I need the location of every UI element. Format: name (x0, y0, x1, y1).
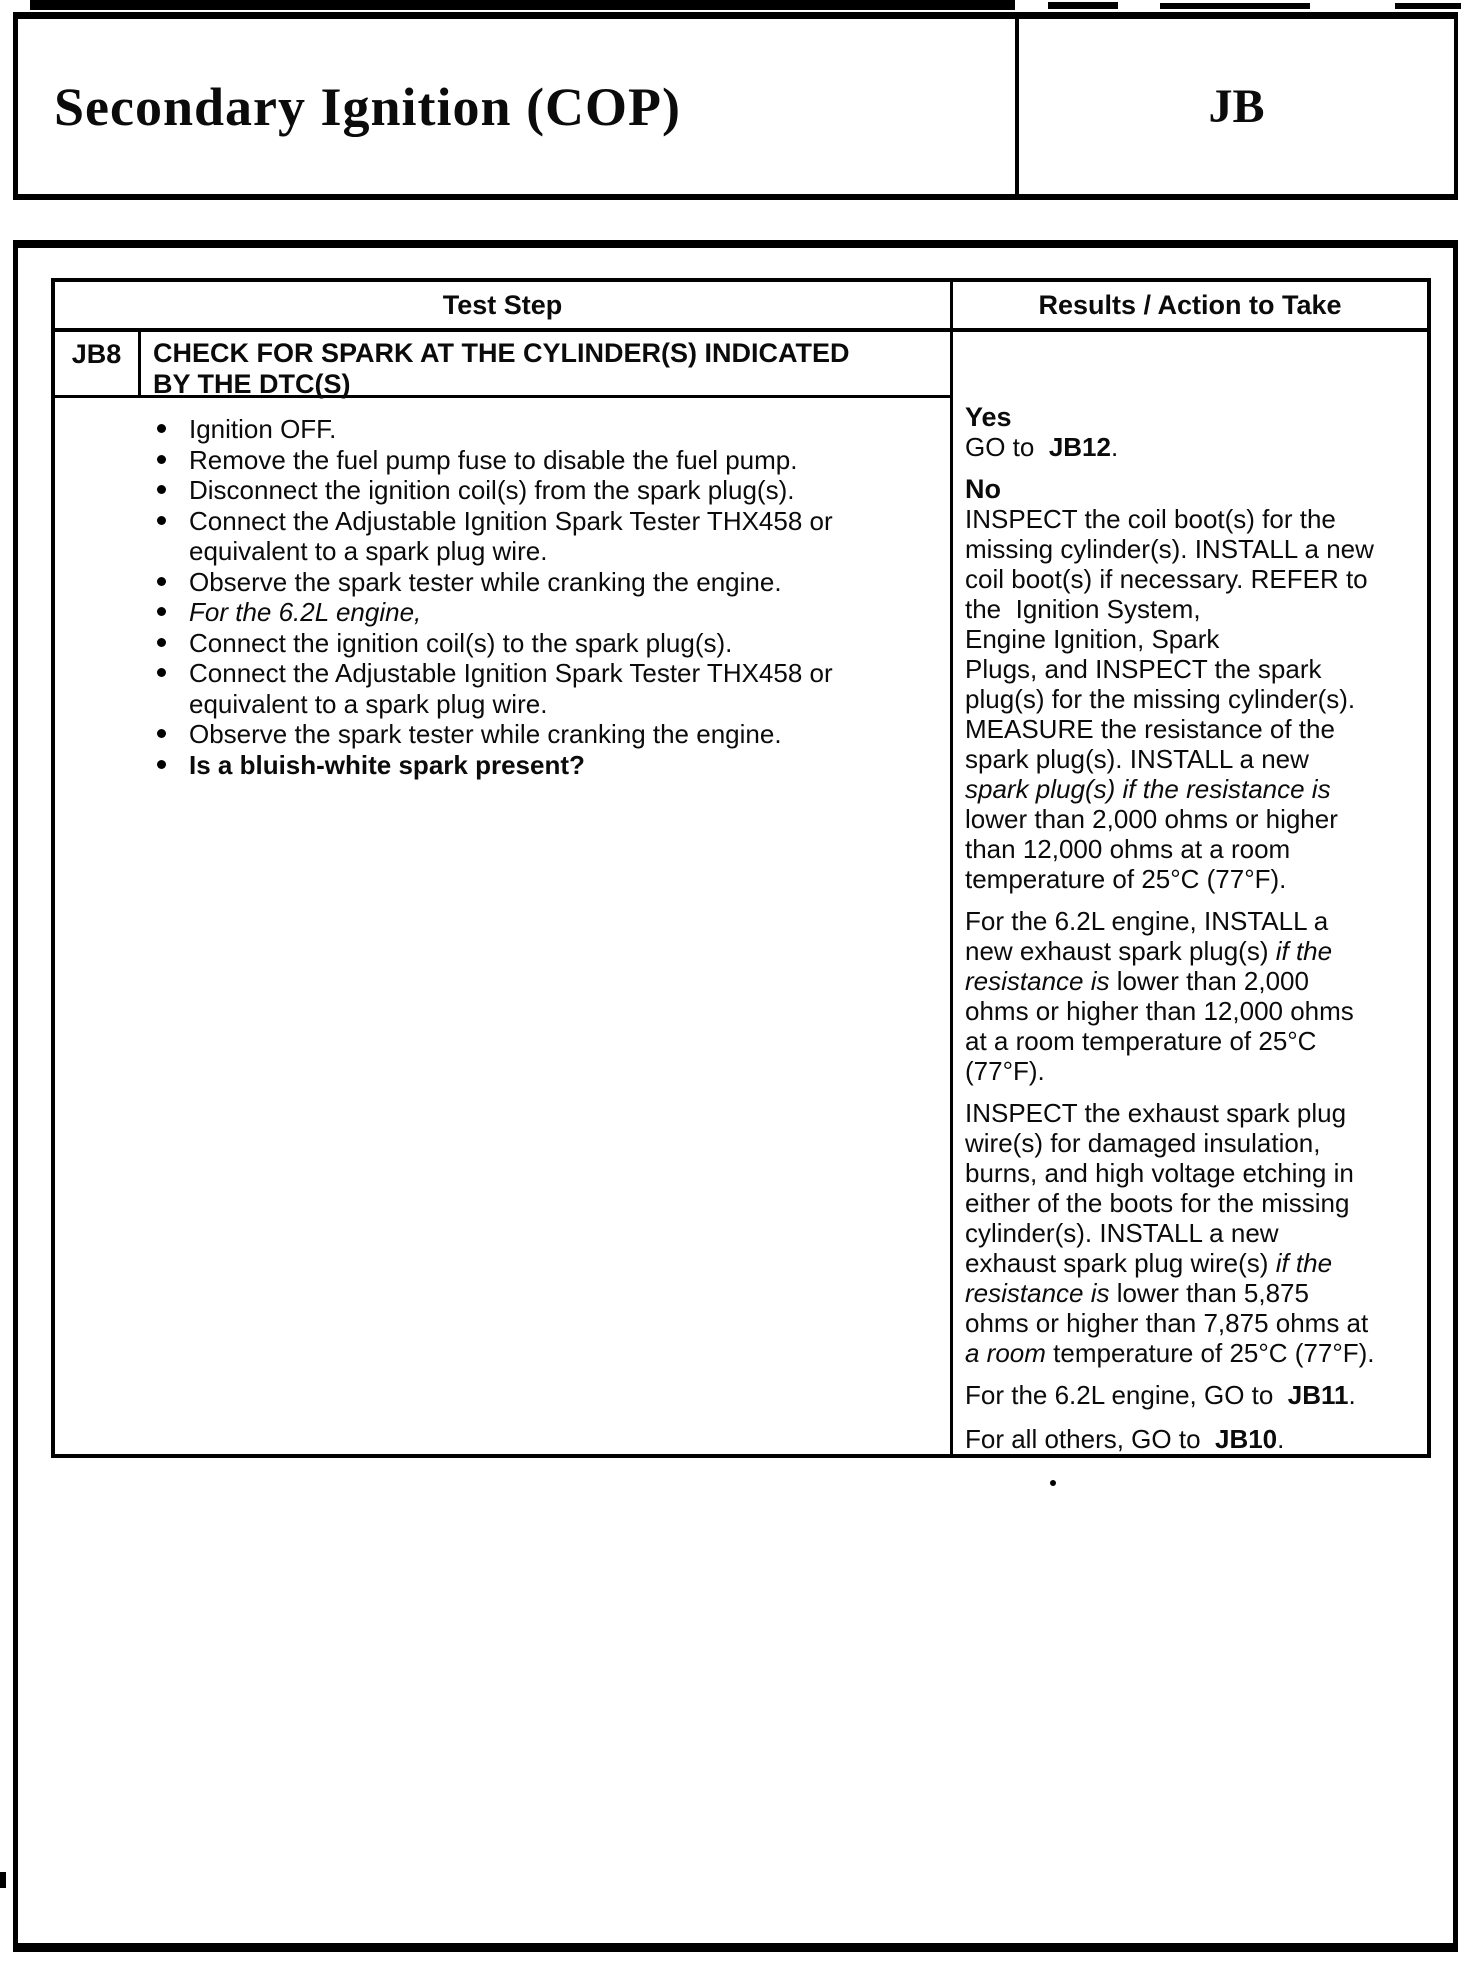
scan-artifact-tick (0, 1872, 6, 1888)
action-text: INSPECT the coil boot(s) for the missing cylinder(s). INSTALL a new coil boot(s) if necessary. REFER to the Ignition System, Engine Ignition, Spark Plugs, and INSPECT the spark plug(s) for the missing cylinder(s). MEASURE the resistance of the spark plug(s). INSTALL a new spark plug(s) if the resistance is lower than 2,000 ohms or higher than 12,000 ohms at a room temperature of 25°C (77°F). (965, 504, 1374, 894)
scan-artifact-bar (1048, 2, 1118, 9)
test-step-item: Connect the Adjustable Ignition Spark Tester THX458 or equivalent to a spark plug wire. (145, 506, 950, 567)
test-step-item: For the 6.2L engine, (145, 597, 950, 628)
action-text: For the 6.2L engine, INSTALL a new exhaust spark plug(s) if the resistance is lower than 2,000 ohms or higher than 12,000 ohms at a room temperature of 25°C (77°F). (965, 906, 1354, 1086)
step-title-cell (141, 332, 953, 398)
answer-label: Yes (965, 402, 1012, 432)
test-step-item: Disconnect the ignition coil(s) from the spark plug(s). (145, 475, 950, 506)
section-code: JB (1208, 80, 1265, 133)
test-step-item: Remove the fuel pump fuse to disable the fuel pump. (145, 445, 950, 476)
test-step-cell (55, 398, 953, 1454)
content-frame (13, 240, 1458, 1952)
test-step-item: Observe the spark tester while cranking the engine. (145, 719, 950, 750)
test-step-list (55, 414, 950, 780)
action-text: For the 6.2L engine, GO to JB11. (965, 1380, 1356, 1410)
test-step-item: Is a bluish-white spark present? (145, 750, 950, 781)
page-header (13, 12, 1458, 200)
test-step-item: Observe the spark tester while cranking the engine. (145, 567, 950, 598)
action-text: INSPECT the exhaust spark plug wire(s) for damaged insulation, burns, and high voltage etching in either of the boots for the missing cylinder(s). INSTALL a new exhaust spark plug wire(s) if the resistance is lower than 5,875 ohms or higher than 7,875 ohms at a room temperature of 25°C (77°F). (965, 1098, 1375, 1368)
page-title: Secondary Ignition (COP) (54, 76, 682, 137)
results-cell (953, 332, 1427, 1454)
test-step-item: Connect the Adjustable Ignition Spark Tester THX458 or equivalent to a spark plug wire. (145, 658, 950, 719)
step-title: CHECK FOR SPARK AT THE CYLINDER(S) INDICATED BY THE DTC(S) (153, 338, 850, 399)
column-header-results: Results / Action to Take (953, 282, 1427, 332)
page-header-title-cell (18, 19, 1019, 194)
diagnostic-table (51, 278, 1431, 1458)
page-header-code-cell (1019, 19, 1454, 194)
column-header-test-step: Test Step (55, 282, 953, 332)
scan-artifact-bar (1395, 3, 1461, 9)
test-step-item: Ignition OFF. (145, 414, 950, 445)
scan-artifact-bar (30, 0, 1015, 10)
step-id: JB8 (55, 332, 141, 398)
answer-label: No (965, 474, 1001, 504)
test-step-item: Connect the ignition coil(s) to the spark plug(s). (145, 628, 950, 659)
action-text: For all others, GO to JB10. (965, 1424, 1285, 1454)
scan-artifact-bar (1160, 3, 1310, 9)
action-text: GO to JB12. (965, 432, 1119, 462)
